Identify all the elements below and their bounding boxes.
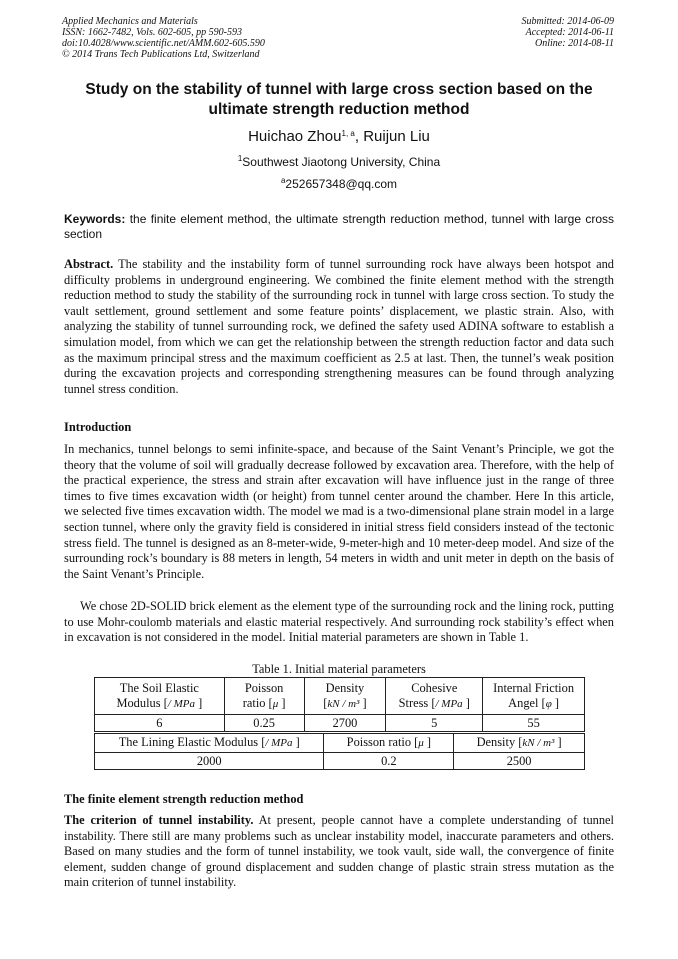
table-cell: 2000: [95, 753, 324, 770]
online-date: Online: 2014-08-11: [535, 38, 614, 49]
author-1-sup: 1, a: [341, 129, 355, 138]
affiliation-sup: 1: [237, 154, 243, 163]
email: [0, 177, 678, 191]
table-row: [95, 753, 585, 770]
email-text[interactable]: 252657348@qq.com: [285, 177, 398, 191]
keywords: [64, 212, 614, 242]
table-row: [95, 734, 585, 753]
affiliation: [0, 155, 678, 169]
copyright-line: © 2014 Trans Tech Publications Ltd, Switzerland: [62, 49, 260, 60]
accepted-date: Accepted: 2014-06-11: [525, 27, 614, 38]
introduction-paragraph-1: In mechanics, tunnel belongs to semi infinite-space, and because of the Saint Venant’s Principle, we got the theory that the volume of soil will gradually decrease followed by excavation area. Therefore, with the help of the practical experience, the stress and strain after excavation will have influence just in the range of three times to five times excavation width (or height) from tunnel center around the chamber. Here In this article, we selected five times excavation width. The model we mad is a two-dimensional plane strain model in a large section tunnel, where only the gravity field is considered in initial stress field considers instead of the tectonic stress field. The tunnel is designed as an 8-meter-wide, 9-meter-high and 10 meter-deep model. And size of the surrounding rock’s boundary is 88 meters in length, 54 meters in width and unit meter in depth on the basis of the Saint Venant’s Principle.: [64, 442, 614, 581]
abstract-text: The stability and the instability form of tunnel surrounding rock have always been hotspot and difficulty problems in underground engineering. We combined the finite element method with the strength reduction method to study the stability of the surrounding rock in tunnel with large cross section. To study the vault settlement, ground settlement and some feature points’ displacement, we plastic strain. Also, with analyzing the stability of tunnel surrounding rock, we defined the safety used ADINA software to establish a simulation model, from which we can get the relationship between the strength reduction factor and data such as the maximum principal stress and the maximum coefficient as 2.5 at last. Then, the tunnel’s weak position during the excavation projects and corresponding strengthening measures can be found through analyzing tunnel stress condition.: [64, 257, 614, 396]
table-header-cell: Density [kN / m³ ]: [304, 678, 386, 715]
table-cell: 0.25: [224, 715, 304, 732]
table-caption: Table 1. Initial material parameters: [252, 662, 426, 676]
keywords-label: Keywords:: [64, 212, 126, 226]
paper-title: Study on the stability of tunnel with large cross section based on the ultimate strength reduction method: [85, 81, 593, 118]
fe-method-paragraph: [64, 813, 614, 891]
table-header-cell: The Lining Elastic Modulus [/ MPa ]: [95, 734, 324, 753]
table-header-cell: Internal Friction Angel [φ ]: [483, 678, 585, 715]
issn-line: ISSN: 1662-7482, Vols. 602-605, pp 590-593: [62, 27, 242, 38]
author-2: Ruijun Liu: [363, 128, 430, 145]
abstract-label: Abstract.: [64, 257, 114, 271]
table-row: [95, 678, 585, 715]
table-header-cell: Poisson ratio [μ ]: [324, 734, 454, 753]
author-1: Huichao Zhou: [248, 128, 342, 145]
table-cell: 55: [483, 715, 585, 732]
table-cell: 2700: [304, 715, 386, 732]
table-cell: 2500: [454, 753, 585, 770]
author-list: [0, 128, 678, 145]
lining-parameters-table: [94, 733, 585, 770]
table-header-cell: Cohesive Stress [/ MPa ]: [386, 678, 483, 715]
submitted-date: Submitted: 2014-06-09: [521, 16, 614, 27]
table-cell: 0.2: [324, 753, 454, 770]
table-row: [95, 715, 585, 732]
rock-parameters-table: [94, 677, 585, 732]
table-cell: 6: [95, 715, 225, 732]
journal-name: Applied Mechanics and Materials: [62, 16, 198, 27]
journal-header: [62, 16, 265, 60]
fe-method-heading: The finite element strength reduction method: [64, 792, 304, 806]
introduction-heading: Introduction: [64, 420, 132, 434]
introduction-paragraph-2: We chose 2D-SOLID brick element as the element type of the surrounding rock and the lining rock, putting to use Mohr-coulomb materials and elastic material respectively. And surrounding rock stability’s effect when in excavation is not considered in the model. Initial material parameters are shown in Table 1.: [64, 599, 614, 645]
affiliation-text: Southwest Jiaotong University, China: [242, 155, 441, 169]
email-sup: a: [280, 176, 286, 185]
table-header-cell: Density [kN / m³ ]: [454, 734, 585, 753]
fe-method-text: At present, people cannot have a complete understanding of tunnel instability. There still are many problems such as unclear instability model, inaccurate parameters and others. Based on many studies and the form of tunnel instability, we took vault, side wall, the convergence of finite element, sudden change of ground displacement and sudden change of plastic strain stress mutation as the main criterion of tunnel instability.: [64, 813, 614, 890]
table-header-cell: Poisson ratio [μ ]: [224, 678, 304, 715]
doi-line[interactable]: doi:10.4028/www.scientific.net/AMM.602-605.590: [62, 38, 265, 49]
keywords-text: the finite element method, the ultimate strength reduction method, tunnel with large cross section: [64, 212, 614, 241]
fe-method-label: The criterion of tunnel instability.: [64, 813, 254, 827]
table-header-cell: The Soil Elastic Modulus [/ MPa ]: [95, 678, 225, 715]
author-separator: ,: [354, 128, 364, 145]
dates-header: [522, 16, 615, 49]
abstract: [64, 257, 614, 397]
table-cell: 5: [386, 715, 483, 732]
